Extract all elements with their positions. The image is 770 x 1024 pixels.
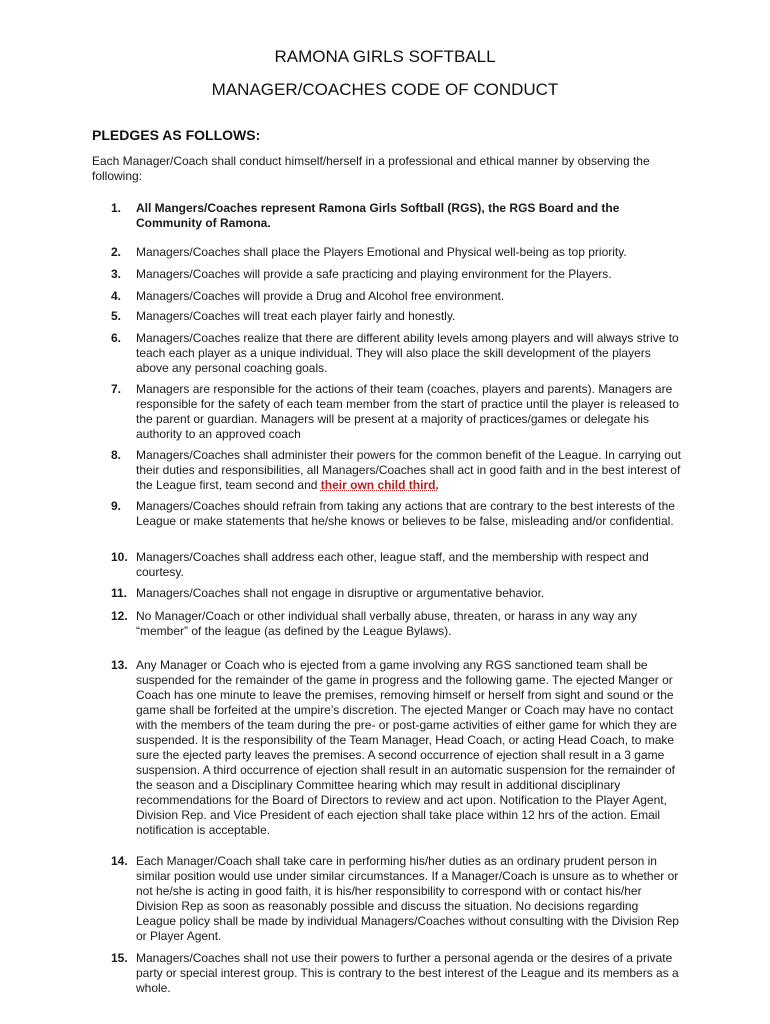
item-text-main: Managers/Coaches shall administer their powers for the common benefit of the League. In carrying out their duties and responsibilities, all Managers/Coaches shall act in good faith and in the best interest of the League first, team second and <box>136 448 681 492</box>
item-text: Managers/Coaches shall not use their powers to further a personal agenda or the desires of a private party or special interest group. This is contrary to the best interest of the League and its members as a whole. <box>136 951 679 995</box>
item-text: Managers/Coaches will treat each player fairly and honestly. <box>136 309 456 323</box>
item-text: Managers/Coaches will provide a safe practicing and playing environment for the Players. <box>136 267 612 281</box>
item-number: 6. <box>111 331 122 345</box>
document-title: RAMONA GIRLS SOFTBALL <box>274 47 496 66</box>
item-number: 14. <box>111 854 128 868</box>
item-number: 5. <box>111 309 122 323</box>
item-text: No Manager/Coach or other individual shall verbally abuse, threaten, or harass in any way any “member” of the league (as defined by the League Bylaws). <box>136 609 637 638</box>
item-number: 7. <box>111 382 122 396</box>
pledge-item-8 <box>111 448 681 493</box>
item-number: 3. <box>111 267 122 281</box>
item-text: Managers are responsible for the actions of their team (coaches, players and parents). Managers are responsible for the safety of each team member from the start of practice until the player is released to the parent or guardian. Managers will be present at a majority of practices/games or delegate his authority to an approved coach <box>136 382 679 441</box>
item-number: 15. <box>111 951 128 965</box>
item-text: Managers/Coaches shall not engage in disruptive or argumentative behavior. <box>136 586 545 600</box>
pledge-item-3 <box>111 267 681 282</box>
item-number: 1. <box>111 201 122 215</box>
item-number: 9. <box>111 499 122 513</box>
section-heading: PLEDGES AS FOLLOWS: <box>92 127 261 143</box>
pledge-item-11 <box>111 586 681 601</box>
pledge-item-14 <box>111 854 681 944</box>
item-text: Managers/Coaches shall address each other, league staff, and the membership with respect and courtesy. <box>136 550 649 579</box>
intro-paragraph: Each Manager/Coach shall conduct himself/herself in a professional and ethical manner by observing the following: <box>92 154 650 183</box>
document-subtitle: MANAGER/COACHES CODE OF CONDUCT <box>211 80 559 99</box>
pledge-item-6 <box>111 331 681 376</box>
pledge-item-2 <box>111 245 681 260</box>
highlighted-phrase: their own child third. <box>320 478 439 492</box>
pledge-item-1 <box>111 201 681 231</box>
item-number: 8. <box>111 448 122 462</box>
item-number: 2. <box>111 245 122 259</box>
item-text <box>136 448 681 493</box>
item-text: Any Manager or Coach who is ejected from a game involving any RGS sanctioned team shall be suspended for the remainder of the game in progress and the following game. The ejected Manger or Coach has one minute to leave the premises, removing himself or herself from sight and sound or the game shall be forfeited at the umpire’s discretion. The ejected Manger or Coach may have no contact with the members of the team during the pre- or post-game activities of either game for which they are suspended. It is the responsibility of the Team Manager, Head Coach, or acting Head Coach, to make sure the ejected party leaves the premises. A second occurrence of ejection shall result in a 3 game suspension. A third occurrence of ejection shall result in an automatic suspension for the remainder of the season and a Disciplinary Committee hearing which may result in additional disciplinary recommendations for the Board of Directors to review and act upon. Notification to the Player Agent, Division Rep. and Vice President of each ejection shall take place within 12 hrs of the action. Email notification is acceptable. <box>136 658 677 837</box>
pledge-item-9 <box>111 499 681 529</box>
pledge-item-4 <box>111 289 681 304</box>
item-text: All Mangers/Coaches represent Ramona Girls Softball (RGS), the RGS Board and the Community of Ramona. <box>136 201 620 230</box>
item-text: Managers/Coaches will provide a Drug and Alcohol free environment. <box>136 289 505 303</box>
item-number: 13. <box>111 658 128 672</box>
pledge-item-12 <box>111 609 681 639</box>
item-number: 4. <box>111 289 122 303</box>
item-number: 10. <box>111 550 128 564</box>
pledge-item-5 <box>111 309 681 324</box>
pledge-item-7 <box>111 382 681 442</box>
item-text: Managers/Coaches realize that there are different ability levels among players and will always strive to teach each player as a unique individual. They will also place the skill development of the players above any personal coaching goals. <box>136 331 679 375</box>
item-number: 12. <box>111 609 128 623</box>
item-text: Managers/Coaches shall place the Players Emotional and Physical well-being as top priority. <box>136 245 627 259</box>
item-text: Managers/Coaches should refrain from taking any actions that are contrary to the best interests of the League or make statements that he/she knows or believes to be false, misleading and/or confidential. <box>136 499 675 528</box>
pledge-item-10 <box>111 550 681 580</box>
item-text: Each Manager/Coach shall take care in performing his/her duties as an ordinary prudent person in similar position would use under similar circumstances. If a Manager/Coach is unsure as to whether or not he/she is acting in good faith, it is his/her responsibility to correspond with or contact his/her Division Rep as soon as reasonably possible and discuss the situation. No decisions regarding League policy shall be made by individual Managers/Coaches without consulting with the Division Rep or Player Agent. <box>136 854 679 943</box>
item-number: 11. <box>111 586 128 600</box>
pledge-item-13 <box>111 658 681 838</box>
pledge-item-15 <box>111 951 681 996</box>
